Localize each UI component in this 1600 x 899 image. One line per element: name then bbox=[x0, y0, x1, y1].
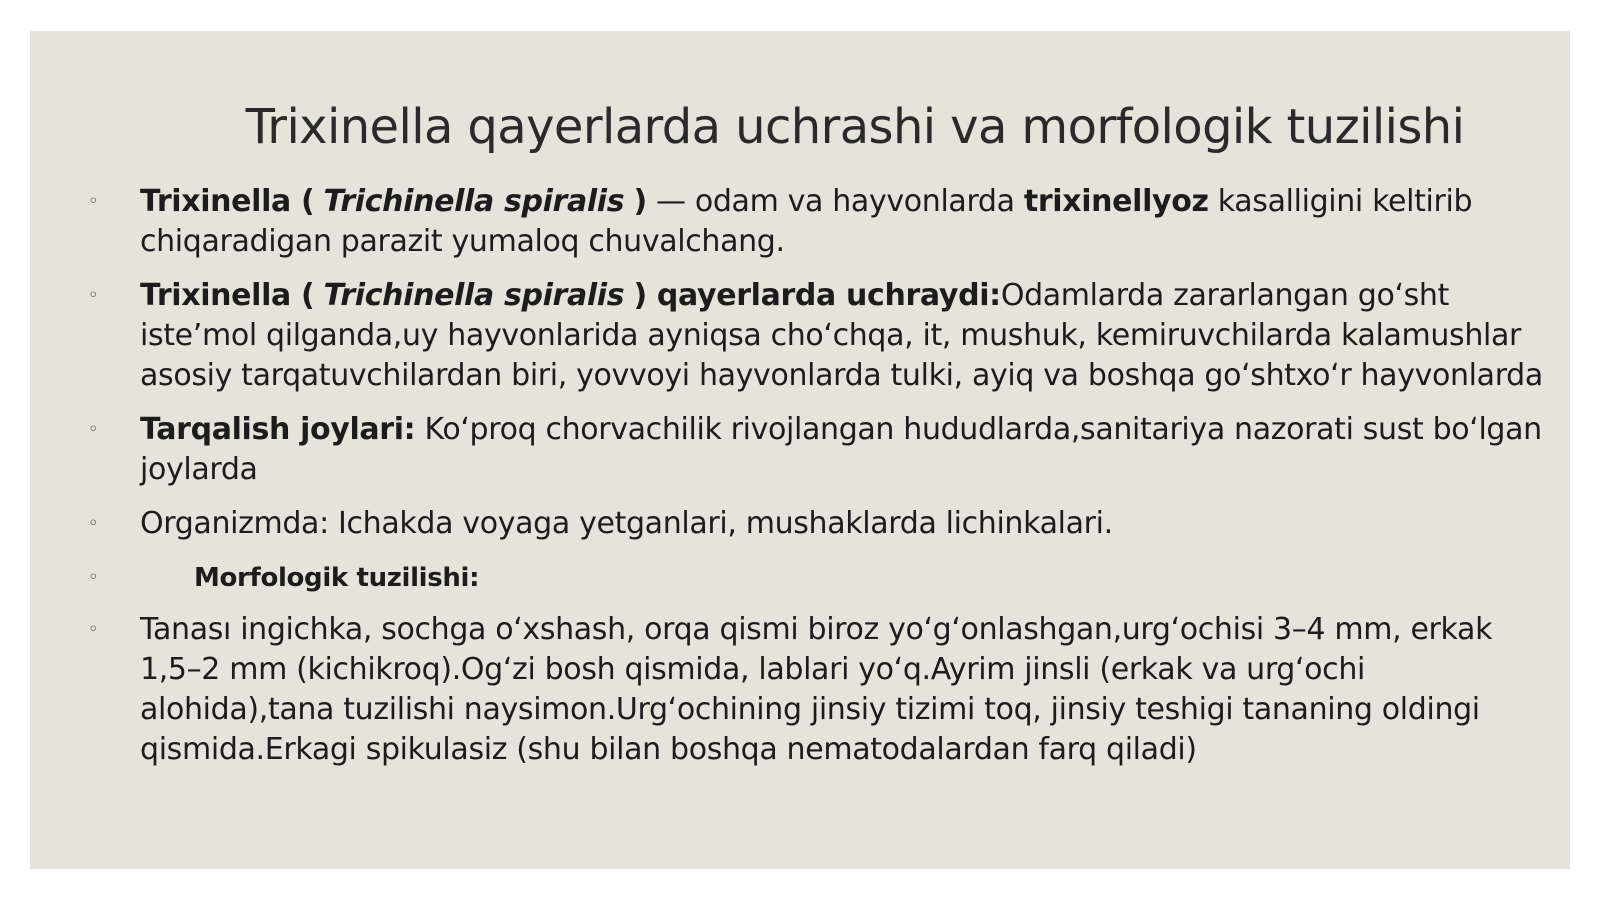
organism-text: Organizmda: Ichakda voyaga yetganlari, mushaklarda lichinkalari. bbox=[140, 506, 1113, 541]
bullet-list bbox=[88, 182, 1548, 784]
disease-term: trixinellyoz bbox=[1023, 184, 1209, 219]
bullet-icon: ◦ bbox=[88, 419, 99, 440]
bullet-icon: ◦ bbox=[88, 285, 99, 306]
slide-title: Trixinella qayerlarda uchrashi va morfologik tuzilishi bbox=[245, 99, 1465, 155]
list-item-habitat bbox=[88, 276, 1548, 396]
morphology-text: Tanası ingichka, sochga o‘xshash, orqa qismi biroz yo‘g‘onlashgan,urg‘ochisi 3–4 mm, erkak 1,5–2 mm (kichikroq).Og‘zi bosh qismida, lablari yo‘q.Ayrim jinsli (erkak va urg‘ochi alohida),tana tuzilishi naysimon.Urg‘ochining jinsiy tizimi toq, jinsiy teshigi tananing oldingi qismida.Erkagi spikulasiz (shu bilan boshqa nematodalardan farq qiladi) bbox=[140, 612, 1493, 767]
latin-name: Trichinella spiralis bbox=[323, 278, 625, 313]
list-item-organism bbox=[88, 504, 1548, 544]
term-name: Trixinella ( bbox=[140, 278, 315, 313]
slide bbox=[30, 31, 1570, 869]
distribution-label: Tarqalish joylari: bbox=[140, 412, 416, 447]
bullet-icon: ◦ bbox=[88, 513, 99, 534]
habitat-text: Odamlarda zararlangan go‘sht iste’mol qilganda,uy hayvonlarida ayniqsa cho‘chqa, it, mushuk, kemiruvchilarda kalamushlar asosiy tarqatuvchilardan biri, yovvoyi hayvonlarda tulki, ayiq va boshqa go‘shtxo‘r hayvonlarda bbox=[140, 278, 1543, 393]
bullet-icon: ◦ bbox=[88, 619, 99, 640]
list-item-definition bbox=[88, 182, 1548, 262]
term-name: Trixinella ( bbox=[140, 184, 315, 219]
definition-text-2: kasalligini keltirib chiqaradigan parazit yumaloq chuvalchang. bbox=[140, 184, 1473, 259]
paren-close: ) bbox=[633, 184, 647, 219]
latin-name: Trichinella spiralis bbox=[323, 184, 625, 219]
habitat-label: ) qayerlarda uchraydi: bbox=[633, 278, 1001, 313]
bullet-icon: ◦ bbox=[88, 191, 99, 212]
bullet-icon: ◦ bbox=[88, 567, 99, 588]
list-item-distribution bbox=[88, 410, 1548, 490]
distribution-text: Ko‘proq chorvachilik rivojlangan hududlarda,sanitariya nazorati sust bo‘lgan joylarda bbox=[140, 412, 1542, 487]
morphology-label: Morfologik tuzilishi: bbox=[194, 563, 480, 593]
list-item-morphology bbox=[88, 610, 1548, 770]
list-item-morphology-heading bbox=[88, 558, 1548, 598]
definition-text-1: — odam va hayvonlarda bbox=[646, 184, 1024, 219]
